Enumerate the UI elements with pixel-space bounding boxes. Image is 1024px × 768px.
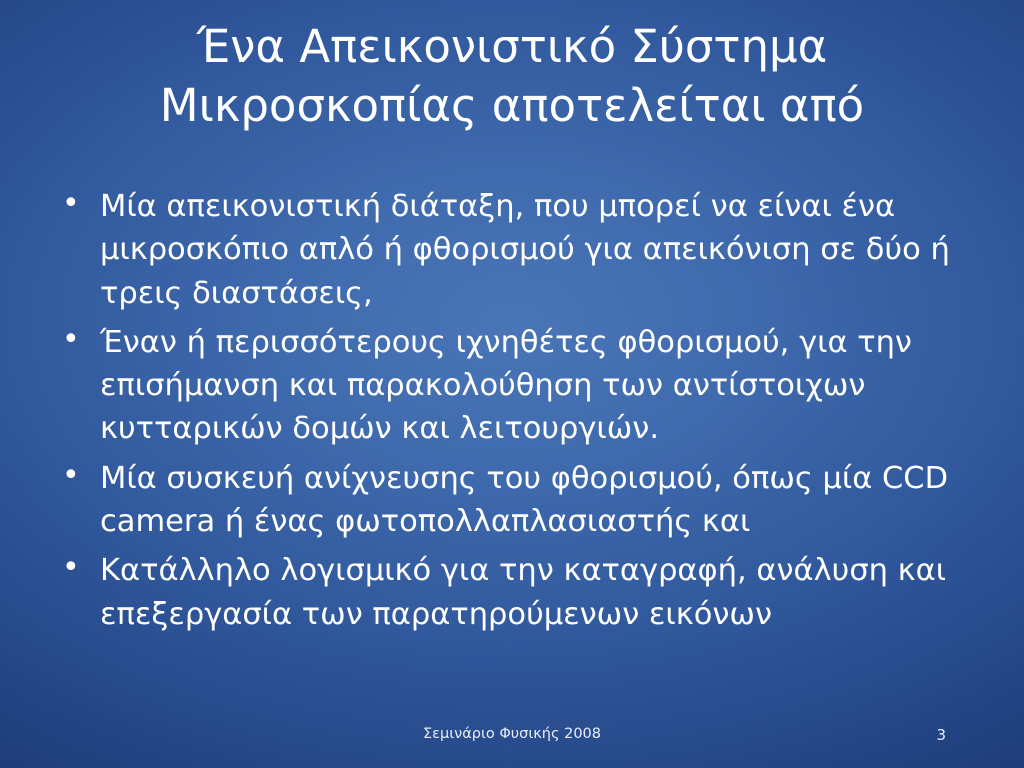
list-item: • Έναν ή περισσότερους ιχνηθέτες φθορισμού, για την επισήμανση και παρακολούθηση των αντίστοιχων κυτταρικών δομών και λειτουργιών.	[52, 321, 982, 451]
slide-footer	[0, 726, 1024, 746]
footer-note: Σεμινάριο Φυσικής 2008	[422, 726, 602, 742]
list-item: • Κατάλληλο λογισμικό για την καταγραφή, ανάλυση και επεξεργασία των παρατηρούμενων εικόνων	[52, 549, 982, 636]
list-item: • Μία απεικονιστική διάταξη, που μπορεί να είναι ένα μικροσκόπιο απλό ή φθορισμού για απεικόνιση σε δύο ή τρεις διαστάσεις,	[52, 185, 982, 315]
page-number: 3	[936, 726, 946, 744]
bullet-list	[52, 185, 982, 642]
page-title: Ένα Απεικονιστικό Σύστημα Μικροσκοπίας αποτελείται από	[159, 20, 865, 132]
list-item: • Μία συσκευή ανίχνευσης του φθορισμού, όπως μία CCD camera ή ένας φωτοπολλαπλασιαστής και	[52, 457, 982, 544]
